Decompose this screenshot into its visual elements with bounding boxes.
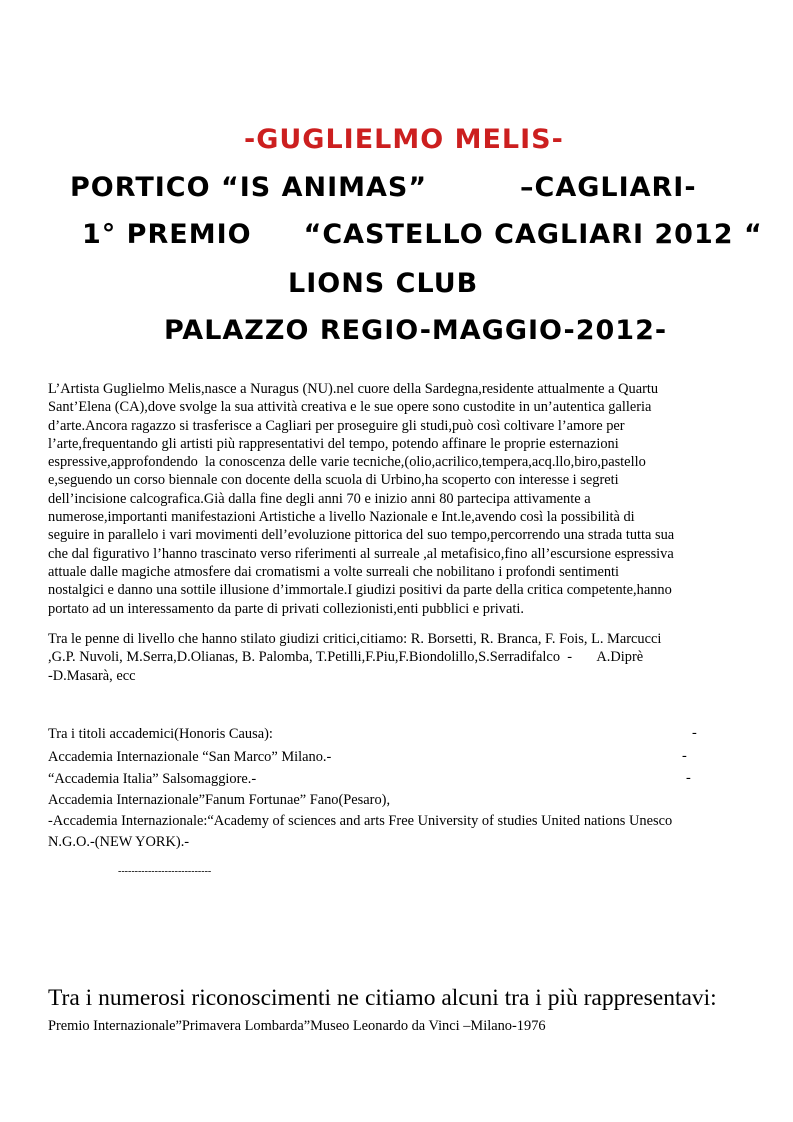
city-heading: –CAGLIARI- xyxy=(520,172,697,203)
separator-line: ---------------------------- xyxy=(118,866,212,877)
title-item: “Accademia Italia” Salsomaggiore.- xyxy=(48,771,257,787)
critics-paragraph xyxy=(48,630,748,685)
title-item-continued: N.G.O.-(NEW YORK).- xyxy=(48,834,190,850)
club-heading: LIONS CLUB xyxy=(288,268,479,299)
text-line: nostalgici e danno una sottile illusione d’immortale.I giudizi positivi da parte della critica competente,hanno xyxy=(48,582,672,599)
artist-name-heading: -GUGLIELMO MELIS- xyxy=(244,124,564,155)
title-item: Accademia Internazionale”Fanum Fortunae” Fano(Pesaro), xyxy=(48,792,391,808)
text-line: espressive,approfondendo la conoscenza delle varie tecniche,(olio,acrilico,tempera,acq.llo,biro,pastello xyxy=(48,454,646,471)
text-line: portato ad un interessamento da parte di privati collezionisti,enti pubblici e privati. xyxy=(48,600,524,617)
text-line: -D.Masarà, ecc xyxy=(48,667,136,684)
text-line: l’arte,frequentando gli artisti più rappresentativi del tempo, potendo affinare le proprie esternazioni xyxy=(48,435,619,452)
title-item: -Accademia Internazionale:“Academy of sciences and arts Free University of studies United nations Unesco xyxy=(48,813,673,829)
biography-paragraph xyxy=(48,380,748,618)
text-line: Sant’Elena (CA),dove svolge la sua attività creativa e le sue opere sono custodite in un’autentica galleria xyxy=(48,399,652,416)
text-line: ,G.P. Nuvoli, M.Serra,D.Olianas, B. Palomba, T.Petilli,F.Piu,F.Biondolillo,S.Serradifalco - A.Diprè xyxy=(48,649,644,666)
text-line: e,seguendo un corso biennale con docente della scuola di Urbino,ha scoperto con interesse i segreti xyxy=(48,472,619,489)
trailing-dash: - xyxy=(686,770,691,786)
title-item: Accademia Internazionale “San Marco” Milano.- xyxy=(48,749,332,765)
trailing-dash: - xyxy=(692,725,697,741)
text-line: d’arte.Ancora ragazzo si trasferisce a Cagliari per proseguire gli studi,può così coltivare l’amore per xyxy=(48,417,625,434)
titles-intro: Tra i titoli accademici(Honoris Causa): xyxy=(48,726,273,742)
recognition-item: Premio Internazionale”Primavera Lombarda”Museo Leonardo da Vinci –Milano-1976 xyxy=(48,1018,546,1034)
text-line: che dal figurativo l’hanno trascinato verso riferimenti al surreale ,al metafisico,fino all’escursione espressiva xyxy=(48,545,674,562)
trailing-dash: - xyxy=(682,748,687,764)
award-heading: 1° PREMIO “CASTELLO CAGLIARI 2012 “ xyxy=(82,219,763,250)
text-line: numerose,importanti manifestazioni Artistiche a livello Nazionale e Int.le,avendo così la possibilità di xyxy=(48,509,635,526)
text-line: seguire in parallelo i vari movimenti dell’evoluzione pittorica del suo tempo,percorrendo una strada tutta sua xyxy=(48,527,675,544)
text-line: L’Artista Guglielmo Melis,nasce a Nuragus (NU).nel cuore della Sardegna,residente attualmente a Quartu xyxy=(48,381,659,397)
recognitions-heading: Tra i numerosi riconoscimenti ne citiamo alcuni tra i più rappresentavi: xyxy=(48,985,717,1011)
text-line: dell’incisione calcografica.Già dalla fine degli anni 70 e inizio anni 80 partecipa attivamente a xyxy=(48,490,591,507)
venue-date-heading: PALAZZO REGIO-MAGGIO-2012- xyxy=(164,315,668,346)
text-line: attuale dalle magiche atmosfere dai cromatismi a volte surreali che nobilitano i profondi sentimenti xyxy=(48,563,620,580)
portico-heading: PORTICO “IS ANIMAS” xyxy=(70,172,428,203)
text-line: Tra le penne di livello che hanno stilato giudizi critici,citiamo: R. Borsetti, R. Branca, F. Fois, L. Marcucci xyxy=(48,631,662,647)
